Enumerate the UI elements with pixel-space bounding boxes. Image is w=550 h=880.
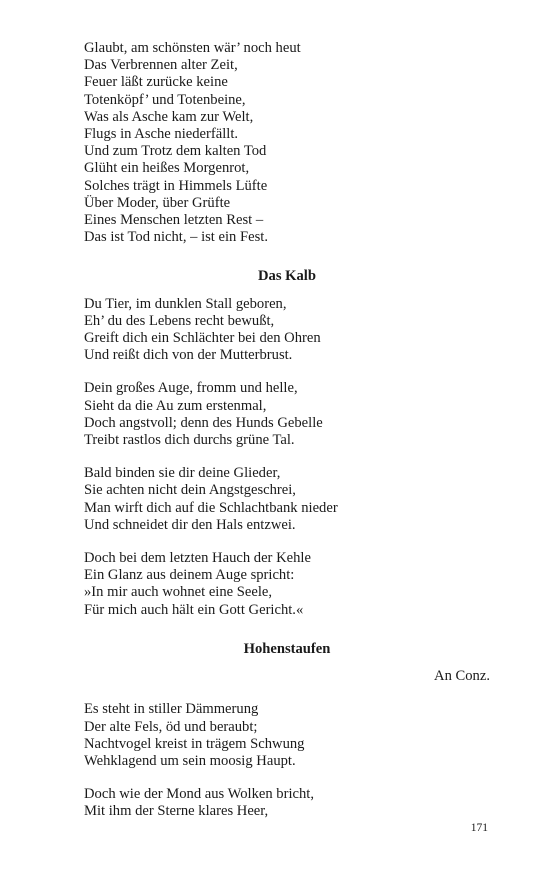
- poem-dedication: An Conz.: [434, 668, 490, 685]
- poem-line: Sieht da die Au zum erstenmal,: [84, 397, 267, 414]
- page-body: [84, 40, 490, 821]
- poem-3-stanza-1: [84, 701, 490, 770]
- poem-line: Und reißt dich von der Mutterbrust.: [84, 347, 293, 364]
- poem-1-stanza-1: [84, 40, 490, 246]
- poem-line: Man wirft dich auf die Schlachtbank nieder: [84, 499, 338, 516]
- poem-line: Totenköpf’ und Totenbeine,: [84, 91, 246, 108]
- poem-line: Eh’ du des Lebens recht bewußt,: [84, 312, 275, 329]
- poem-line: Bald binden sie dir deine Glieder,: [84, 465, 281, 482]
- poem-line: Das Verbrennen alter Zeit,: [84, 57, 238, 74]
- poem-title-hohenstaufen: Hohenstaufen: [243, 640, 331, 657]
- page-number: 171: [470, 822, 488, 834]
- poem-line: »In mir auch wohnet eine Seele,: [84, 584, 273, 601]
- poem-line: Wehklagend um sein moosig Haupt.: [84, 752, 296, 769]
- poem-line: Solches trägt in Himmels Lüfte: [84, 177, 268, 194]
- poem-line: Treibt rastlos dich durchs grüne Tal.: [84, 432, 295, 449]
- poem-line: Es steht in stiller Dämmerung: [84, 701, 259, 718]
- poem-line: Was als Asche kam zur Welt,: [84, 108, 254, 125]
- poem-line: Dein großes Auge, fromm und helle,: [84, 380, 298, 397]
- poem-line: Und schneidet dir den Hals entzwei.: [84, 516, 296, 533]
- poem-line: Flugs in Asche niederfällt.: [84, 126, 239, 143]
- poem-line: Greift dich ein Schlächter bei den Ohren: [84, 330, 321, 347]
- poem-line: Doch wie der Mond aus Wolken bricht,: [84, 786, 314, 803]
- poem-title-das-kalb: Das Kalb: [258, 268, 316, 285]
- poem-line: Mit ihm der Sterne klares Heer,: [84, 803, 269, 820]
- poem-line: Doch angstvoll; denn des Hunds Gebelle: [84, 414, 323, 431]
- poem-3-stanza-2: [84, 786, 490, 820]
- poem-line: Feuer läßt zurücke keine: [84, 74, 228, 91]
- poem-line: Glüht ein heißes Morgenrot,: [84, 160, 250, 177]
- poem-line: Und zum Trotz dem kalten Tod: [84, 143, 267, 160]
- poem-2-stanza-4: [84, 550, 490, 619]
- poem-line: Glaubt, am schönsten wär’ noch heut: [84, 40, 301, 56]
- poem-line: Doch bei dem letzten Hauch der Kehle: [84, 550, 311, 567]
- poem-line: Über Moder, über Grüfte: [84, 194, 231, 211]
- poem-2-stanza-2: [84, 380, 490, 449]
- poem-2-stanza-3: [84, 465, 490, 534]
- poem-line: Sie achten nicht dein Angstgeschrei,: [84, 482, 296, 499]
- poem-line: Für mich auch hält ein Gott Gericht.«: [84, 601, 304, 618]
- poem-line: Das ist Tod nicht, – ist ein Fest.: [84, 229, 268, 246]
- poem-line: Eines Menschen letzten Rest –: [84, 212, 264, 229]
- poem-line: Nachtvogel kreist in trägem Schwung: [84, 735, 305, 752]
- poem-line: Ein Glanz aus deinem Auge spricht:: [84, 567, 295, 584]
- poem-line: Du Tier, im dunklen Stall geboren,: [84, 295, 287, 312]
- poem-2-stanza-1: [84, 296, 490, 365]
- poem-line: Der alte Fels, öd und beraubt;: [84, 718, 258, 735]
